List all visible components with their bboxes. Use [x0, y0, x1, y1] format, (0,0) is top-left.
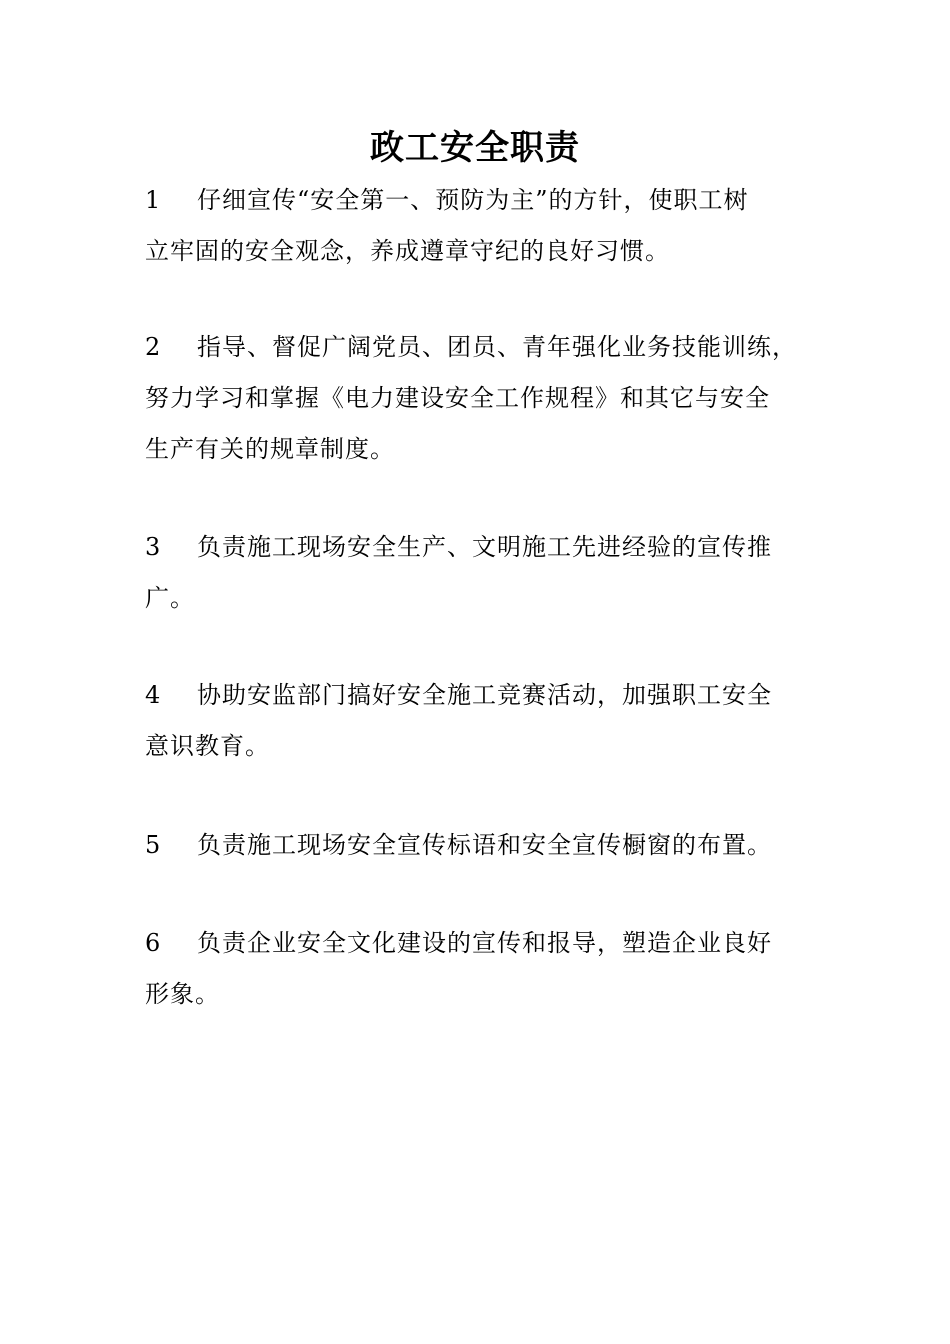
duty-item-1 — [145, 175, 840, 277]
duty-item-3 — [145, 522, 840, 624]
duty-item-2-text-2: 努力学习和掌握《电力建设安全工作规程》和其它与安全 — [145, 384, 770, 412]
duty-item-5-number: 5 — [145, 831, 162, 859]
duty-item-4-text-2: 意识教育。 — [145, 732, 270, 760]
duty-item-4-text-1: 协助安监部门搞好安全施工竞赛活动，加强职工安全 — [197, 681, 772, 709]
duty-item-2-line-1 — [145, 322, 840, 373]
duty-item-3-text-1: 负责施工现场安全生产、文明施工先进经验的宣传推 — [197, 533, 772, 561]
duty-item-5-text-1: 负责施工现场安全宣传标语和安全宣传橱窗的布置。 — [197, 831, 772, 859]
duty-item-2 — [145, 322, 840, 475]
duty-item-1-line-1 — [145, 175, 840, 226]
document-title: 政工安全职责 — [370, 128, 580, 168]
duty-item-4-line-1 — [145, 670, 840, 721]
duty-item-1-text-2: 立牢固的安全观念，养成遵章守纪的良好习惯。 — [145, 237, 670, 265]
duty-item-4-number: 4 — [145, 681, 162, 709]
duty-item-2-number: 2 — [145, 333, 162, 361]
duty-item-3-text-2: 广。 — [145, 584, 195, 612]
duty-item-1-text-1: 仔细宣传“安全第一、预防为主”的方针，使职工树 — [197, 186, 749, 214]
duty-item-3-line-1 — [145, 522, 840, 573]
duty-item-6-text-1: 负责企业安全文化建设的宣传和报导，塑造企业良好 — [197, 929, 772, 957]
duty-item-6-text-2: 形象。 — [145, 980, 220, 1008]
duty-item-5 — [145, 820, 840, 871]
duty-item-4 — [145, 670, 840, 772]
duty-item-6-line-1 — [145, 918, 840, 969]
duty-item-1-number: 1 — [145, 186, 162, 214]
duty-item-2-text-1: 指导、督促广阔党员、团员、青年强化业务技能训练， — [197, 333, 797, 361]
duty-item-6 — [145, 918, 840, 1020]
duty-item-6-number: 6 — [145, 929, 162, 957]
duty-item-2-text-3: 生产有关的规章制度。 — [145, 435, 395, 463]
duty-item-3-number: 3 — [145, 533, 162, 561]
duty-item-5-line-1 — [145, 820, 840, 871]
